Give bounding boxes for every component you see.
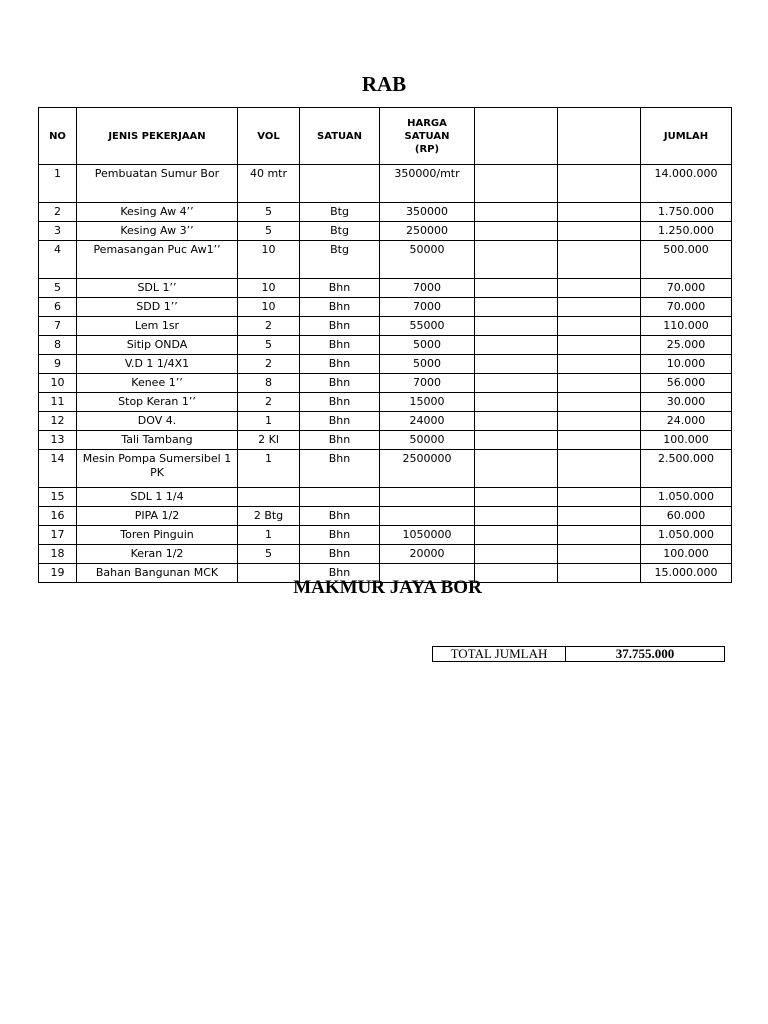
cell-no: 5	[39, 279, 77, 298]
cell-jumlah: 70.000	[641, 279, 732, 298]
cell-empty-2	[558, 336, 641, 355]
cell-no: 7	[39, 317, 77, 336]
table-row	[39, 488, 732, 507]
cell-empty-1	[475, 374, 558, 393]
cell-vol: 1	[238, 526, 300, 545]
cell-satuan	[300, 488, 380, 507]
cell-harga-satuan: 15000	[380, 393, 475, 412]
cell-empty-1	[475, 336, 558, 355]
table-row	[39, 165, 732, 203]
cell-jumlah: 100.000	[641, 545, 732, 564]
cell-empty-1	[475, 279, 558, 298]
cell-empty-1	[475, 165, 558, 203]
cell-empty-2	[558, 545, 641, 564]
cell-no: 15	[39, 488, 77, 507]
cell-jenis-pekerjaan: SDL 1 1/4	[77, 488, 238, 507]
cell-empty-2	[558, 507, 641, 526]
cell-jenis-pekerjaan: Tali Tambang	[77, 431, 238, 450]
cell-satuan: Bhn	[300, 298, 380, 317]
cell-empty-1	[475, 488, 558, 507]
cell-jumlah: 1.050.000	[641, 526, 732, 545]
cell-harga-satuan: 50000	[380, 431, 475, 450]
cell-harga-satuan: 250000	[380, 222, 475, 241]
cell-harga-satuan: 350000/mtr	[380, 165, 475, 203]
header-satuan: SATUAN	[300, 108, 380, 165]
table-row	[39, 336, 732, 355]
cell-harga-satuan: 50000	[380, 241, 475, 279]
cell-no: 8	[39, 336, 77, 355]
cell-satuan: Bhn	[300, 355, 380, 374]
table-row	[39, 545, 732, 564]
cell-jumlah: 110.000	[641, 317, 732, 336]
cell-satuan: Bhn	[300, 450, 380, 488]
header-harga-satuan	[380, 108, 475, 165]
total-value: 37.755.000	[566, 647, 725, 662]
cell-jenis-pekerjaan: Bahan Bangunan MCK	[77, 564, 238, 583]
cell-jenis-pekerjaan: SDD 1’’	[77, 298, 238, 317]
cell-satuan: Bhn	[300, 507, 380, 526]
cell-empty-2	[558, 165, 641, 203]
table-row	[39, 355, 732, 374]
cell-jenis-pekerjaan: Kenee 1’’	[77, 374, 238, 393]
table-row	[39, 298, 732, 317]
table-row	[39, 317, 732, 336]
cell-no: 16	[39, 507, 77, 526]
cell-harga-satuan: 20000	[380, 545, 475, 564]
cell-empty-2	[558, 431, 641, 450]
cell-vol: 5	[238, 222, 300, 241]
cell-jumlah: 70.000	[641, 298, 732, 317]
cell-empty-2	[558, 203, 641, 222]
cell-empty-1	[475, 507, 558, 526]
cell-satuan: Bhn	[300, 412, 380, 431]
cell-satuan: Bhn	[300, 564, 380, 583]
cell-harga-satuan: 2500000	[380, 450, 475, 488]
cell-satuan: Bhn	[300, 526, 380, 545]
cell-empty-2	[558, 393, 641, 412]
cell-vol: 5	[238, 336, 300, 355]
cell-vol: 40 mtr	[238, 165, 300, 203]
cell-empty-1	[475, 431, 558, 450]
cell-vol: 2	[238, 317, 300, 336]
cell-jenis-pekerjaan: Sitip ONDA	[77, 336, 238, 355]
cell-vol: 5	[238, 545, 300, 564]
cell-no: 19	[39, 564, 77, 583]
cell-harga-satuan	[380, 507, 475, 526]
cell-no: 12	[39, 412, 77, 431]
header-harga-line1: HARGA	[407, 117, 447, 129]
cell-jumlah: 56.000	[641, 374, 732, 393]
total-label: TOTAL JUMLAH	[433, 647, 566, 662]
cell-empty-2	[558, 488, 641, 507]
rab-table	[38, 107, 732, 583]
cell-no: 10	[39, 374, 77, 393]
cell-empty-1	[475, 298, 558, 317]
cell-vol: 10	[238, 241, 300, 279]
cell-jenis-pekerjaan: Pemasangan Puc Aw1’’	[77, 241, 238, 279]
cell-jumlah: 500.000	[641, 241, 732, 279]
cell-no: 13	[39, 431, 77, 450]
cell-no: 6	[39, 298, 77, 317]
cell-vol: 5	[238, 203, 300, 222]
total-row	[433, 647, 725, 662]
cell-harga-satuan: 1050000	[380, 526, 475, 545]
cell-no: 1	[39, 165, 77, 203]
cell-jumlah: 30.000	[641, 393, 732, 412]
cell-jumlah: 60.000	[641, 507, 732, 526]
cell-harga-satuan: 350000	[380, 203, 475, 222]
cell-jenis-pekerjaan: Pembuatan Sumur Bor	[77, 165, 238, 203]
cell-vol	[238, 488, 300, 507]
cell-harga-satuan: 7000	[380, 298, 475, 317]
cell-empty-1	[475, 545, 558, 564]
cell-vol: 10	[238, 279, 300, 298]
total-table	[432, 646, 725, 662]
cell-satuan: Bhn	[300, 279, 380, 298]
table-body	[39, 165, 732, 583]
cell-satuan: Bhn	[300, 431, 380, 450]
table-row	[39, 222, 732, 241]
table-row	[39, 374, 732, 393]
cell-harga-satuan: 5000	[380, 355, 475, 374]
header-empty-2	[558, 108, 641, 165]
cell-jumlah: 24.000	[641, 412, 732, 431]
table-row	[39, 241, 732, 279]
cell-harga-satuan: 7000	[380, 374, 475, 393]
table-row	[39, 203, 732, 222]
cell-satuan	[300, 165, 380, 203]
cell-jumlah: 14.000.000	[641, 165, 732, 203]
cell-jenis-pekerjaan: Mesin Pompa Sumersibel 1 PK	[77, 450, 238, 488]
cell-vol: 10	[238, 298, 300, 317]
header-jenis-pekerjaan: JENIS PEKERJAAN	[77, 108, 238, 165]
table-row	[39, 393, 732, 412]
cell-jenis-pekerjaan: PIPA 1/2	[77, 507, 238, 526]
header-empty-1	[475, 108, 558, 165]
cell-jenis-pekerjaan: Stop Keran 1’’	[77, 393, 238, 412]
cell-harga-satuan: 24000	[380, 412, 475, 431]
cell-satuan: Bhn	[300, 545, 380, 564]
cell-empty-2	[558, 241, 641, 279]
cell-satuan: Bhn	[300, 393, 380, 412]
table-row	[39, 507, 732, 526]
table-row	[39, 412, 732, 431]
cell-empty-1	[475, 317, 558, 336]
header-no: NO	[39, 108, 77, 165]
header-harga-line2: SATUAN	[404, 130, 450, 142]
cell-vol: 1	[238, 450, 300, 488]
table-row	[39, 431, 732, 450]
cell-empty-2	[558, 298, 641, 317]
cell-empty-1	[475, 412, 558, 431]
company-name: MAKMUR JAYA BOR	[293, 577, 482, 598]
cell-vol: 8	[238, 374, 300, 393]
cell-empty-1	[475, 222, 558, 241]
cell-vol: 2	[238, 393, 300, 412]
cell-jumlah: 1.750.000	[641, 203, 732, 222]
cell-jumlah: 100.000	[641, 431, 732, 450]
cell-empty-1	[475, 355, 558, 374]
cell-harga-satuan: 7000	[380, 279, 475, 298]
cell-empty-1	[475, 450, 558, 488]
cell-no: 18	[39, 545, 77, 564]
cell-empty-2	[558, 222, 641, 241]
cell-empty-1	[475, 241, 558, 279]
table-row	[39, 279, 732, 298]
cell-vol: 1	[238, 412, 300, 431]
header-harga-line3: (RP)	[414, 143, 440, 155]
cell-jumlah: 10.000	[641, 355, 732, 374]
cell-jenis-pekerjaan: Toren Pinguin	[77, 526, 238, 545]
cell-harga-satuan	[380, 488, 475, 507]
cell-jumlah: 1.250.000	[641, 222, 732, 241]
table-header-row	[39, 108, 732, 165]
cell-satuan: Bhn	[300, 336, 380, 355]
cell-jumlah: 2.500.000	[641, 450, 732, 488]
cell-jenis-pekerjaan: Keran 1/2	[77, 545, 238, 564]
cell-empty-2	[558, 450, 641, 488]
cell-empty-2	[558, 526, 641, 545]
cell-no: 11	[39, 393, 77, 412]
cell-empty-2	[558, 374, 641, 393]
cell-vol: 2	[238, 355, 300, 374]
cell-harga-satuan: 55000	[380, 317, 475, 336]
cell-satuan: Btg	[300, 203, 380, 222]
cell-jumlah: 25.000	[641, 336, 732, 355]
cell-empty-1	[475, 203, 558, 222]
cell-empty-1	[475, 393, 558, 412]
header-jumlah: JUMLAH	[641, 108, 732, 165]
cell-harga-satuan: 5000	[380, 336, 475, 355]
cell-jenis-pekerjaan: Kesing Aw 3’’	[77, 222, 238, 241]
cell-jenis-pekerjaan: DOV 4.	[77, 412, 238, 431]
cell-empty-2	[558, 412, 641, 431]
cell-empty-1	[475, 526, 558, 545]
table-row	[39, 526, 732, 545]
cell-vol: 2 Kl	[238, 431, 300, 450]
cell-jenis-pekerjaan: SDL 1’’	[77, 279, 238, 298]
cell-no: 14	[39, 450, 77, 488]
cell-no: 4	[39, 241, 77, 279]
cell-jenis-pekerjaan: Lem 1sr	[77, 317, 238, 336]
cell-vol: 2 Btg	[238, 507, 300, 526]
header-vol: VOL	[238, 108, 300, 165]
table-row	[39, 450, 732, 488]
cell-no: 3	[39, 222, 77, 241]
cell-jenis-pekerjaan: V.D 1 1/4X1	[77, 355, 238, 374]
cell-satuan: Bhn	[300, 317, 380, 336]
cell-no: 2	[39, 203, 77, 222]
document-title: RAB	[361, 72, 407, 96]
cell-no: 17	[39, 526, 77, 545]
cell-jumlah: 1.050.000	[641, 488, 732, 507]
cell-jumlah: 15.000.000	[641, 564, 732, 583]
cell-satuan: Btg	[300, 241, 380, 279]
cell-empty-2	[558, 279, 641, 298]
cell-no: 9	[39, 355, 77, 374]
cell-jenis-pekerjaan: Kesing Aw 4’’	[77, 203, 238, 222]
cell-empty-2	[558, 317, 641, 336]
cell-empty-2	[558, 355, 641, 374]
cell-satuan: Btg	[300, 222, 380, 241]
cell-satuan: Bhn	[300, 374, 380, 393]
